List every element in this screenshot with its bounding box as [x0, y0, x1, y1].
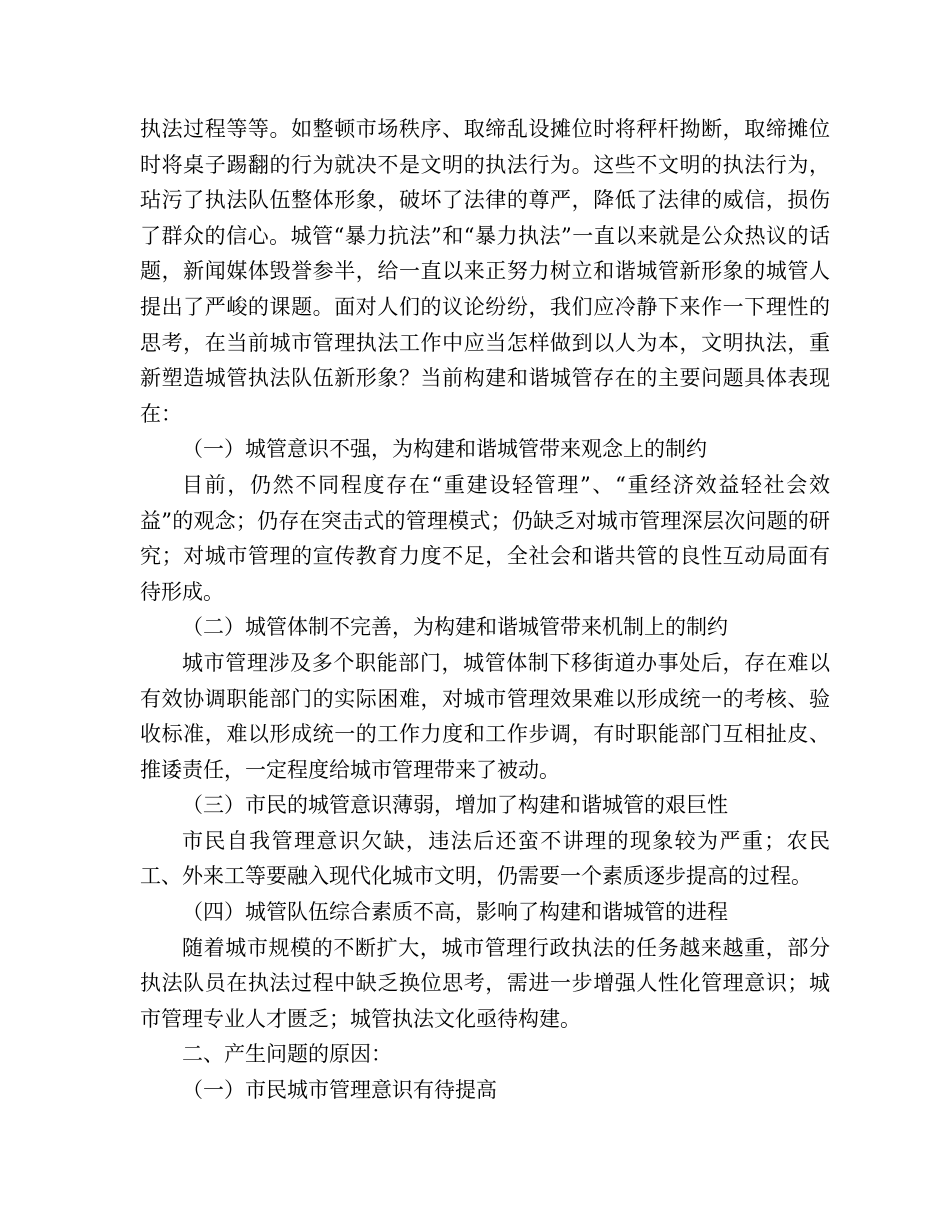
- body-paragraph-4: 市民自我管理意识欠缺，违法后还蛮不讲理的现象较为严重；农民工、外来工等要融入现代化城市文明，仍需要一个素质逐步提高的过程。: [140, 828, 830, 889]
- section-heading-3: （三）市民的城管意识薄弱，增加了构建和谐城管的艰巨性: [182, 793, 728, 818]
- body-paragraph-1: 执法过程等等。如整顿市场秩序、取缔乱设摊位时将秤杆拗断，取缔摊位时将桌子踢翻的行为就决不是文明的执法行为。这些不文明的执法行为，玷污了执法队伍整体形象，破坏了法律的尊严，降低了法律的威信，损伤了群众的信心。城管“暴力抗法”和“暴力执法”一直以来就是公众热议的话题，新闻媒体毁誉参半，给一直以来正努力树立和谐城管新形象的城管人提出了严峻的课题。面对人们的议论纷纷，我们应冷静下来作一下理性的思考，在当前城市管理执法工作中应当怎样做到以人为本，文明执法，重新塑造城管执法队伍新形象？当前构建和谐城管存在的主要问题具体表现在：: [140, 117, 830, 426]
- subsection-heading-1: （一）市民城市管理意识有待提高: [182, 1078, 497, 1103]
- document-page: [140, 112, 830, 1109]
- chapter-heading-2: 二、产生问题的原因：: [182, 1042, 392, 1067]
- body-paragraph-2: 目前，仍然不同程度存在“重建设轻管理”、“重经济效益轻社会效益”的观念；仍存在突击式的管理模式；仍缺乏对城市管理深层次问题的研究；对城市管理的宣传教育力度不足，全社会和谐共管的良性互动局面有待形成。: [140, 472, 830, 604]
- section-heading-2: （二）城管体制不完善，为构建和谐城管带来机制上的制约: [182, 615, 728, 640]
- body-paragraph-5: 随着城市规模的不断扩大，城市管理行政执法的任务越来越重，部分执法队员在执法过程中缺乏换位思考，需进一步增强人性化管理意识；城市管理专业人才匮乏；城管执法文化亟待构建。: [140, 935, 830, 1031]
- section-heading-1: （一）城管意识不强，为构建和谐城管带来观念上的制约: [182, 437, 707, 462]
- body-paragraph-3: 城市管理涉及多个职能部门，城管体制下移街道办事处后，存在难以有效协调职能部门的实际困难，对城市管理效果难以形成统一的考核、验收标准，难以形成统一的工作力度和工作步调，有时职能部门互相扯皮、推诿责任，一定程度给城市管理带来了被动。: [140, 650, 830, 782]
- section-heading-4: （四）城管队伍综合素质不高，影响了构建和谐城管的进程: [182, 900, 728, 925]
